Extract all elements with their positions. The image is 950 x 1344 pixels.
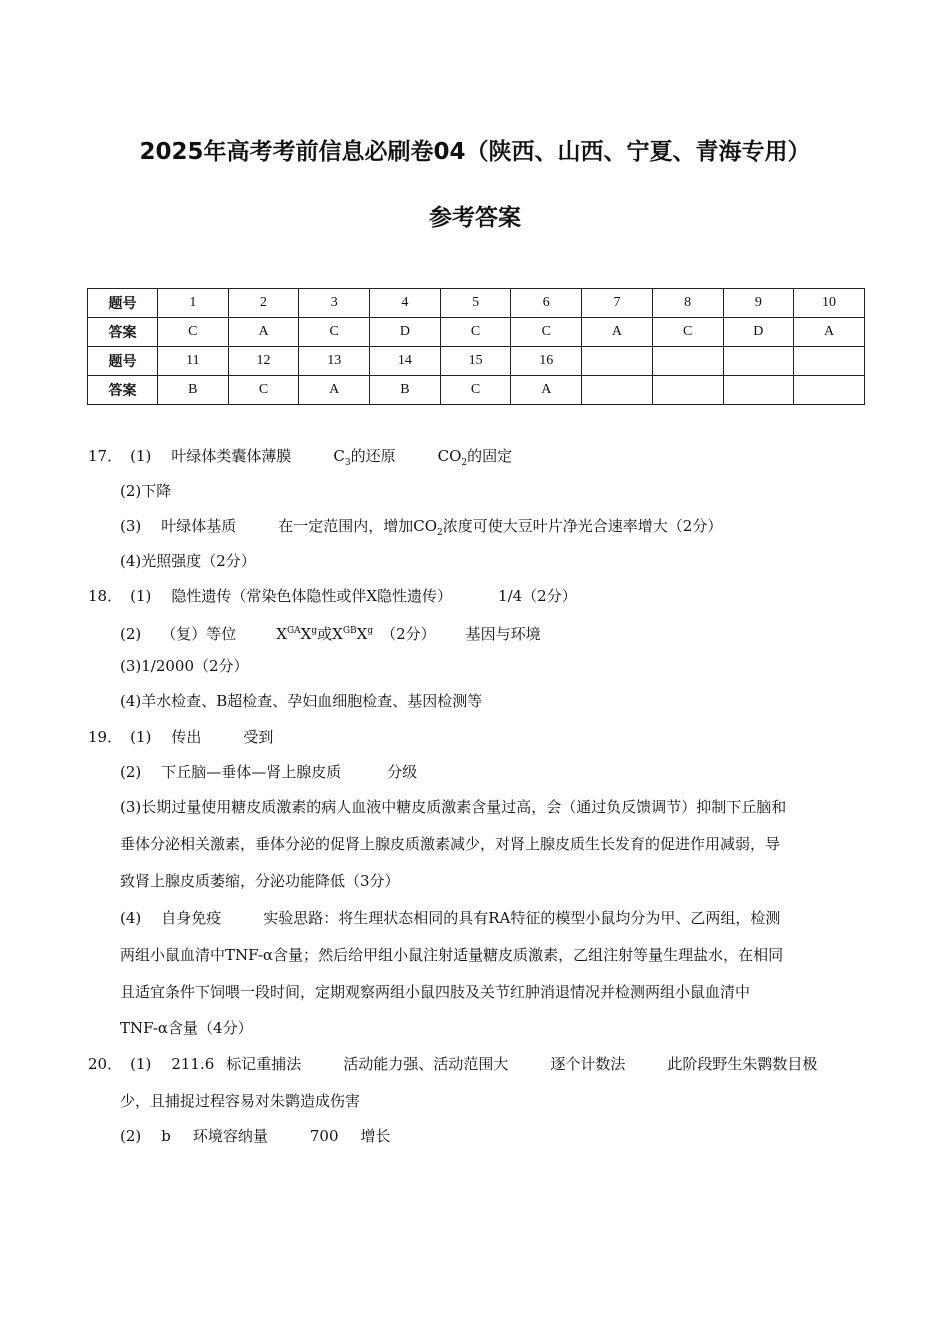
q19-line-1	[88, 727, 273, 747]
q18-part-2-label: (2)	[120, 625, 142, 643]
q17-1-c-text: CO	[437, 447, 462, 465]
q19-2-answer-b: 分级	[387, 763, 418, 781]
table-cell: A	[228, 318, 299, 347]
table-cell: C	[511, 318, 582, 347]
q18-2-points: （2分）	[381, 625, 436, 643]
q17-number: 17．	[88, 447, 123, 465]
row-header: 题号	[88, 347, 158, 376]
q17-line-4: (4)光照强度（2分）	[120, 552, 256, 570]
table-cell: 13	[299, 347, 370, 376]
answer-row-2	[88, 376, 865, 405]
q17-1-b-sub: 3	[344, 458, 351, 468]
q19-part-2-label: (2)	[120, 763, 142, 781]
q17-3-answer-b	[278, 517, 723, 538]
table-cell	[652, 376, 723, 405]
table-cell: C	[440, 318, 511, 347]
q17-line-2: (2)下降	[120, 482, 172, 500]
table-cell: 5	[440, 289, 511, 318]
q18-2-s1: GA	[286, 626, 301, 636]
q18-1-answer-a: 隐性遗传（常染色体隐性或伴X隐性遗传）	[171, 587, 453, 605]
q18-1-answer-b: 1/4（2分）	[498, 587, 577, 605]
table-cell	[582, 347, 653, 376]
table-cell: A	[582, 318, 653, 347]
q18-2-x3: X	[332, 625, 343, 643]
q17-1-answer-a: 叶绿体类囊体薄膜	[171, 447, 292, 465]
table-cell: 8	[652, 289, 723, 318]
table-cell: 7	[582, 289, 653, 318]
table-cell	[794, 347, 865, 376]
q18-2-s2: g	[311, 626, 318, 636]
q20-1-answer-b: 标记重捕法	[226, 1055, 302, 1073]
q20-line-3	[120, 1126, 391, 1146]
answer-row-1	[88, 318, 865, 347]
table-cell: C	[299, 318, 370, 347]
table-cell: C	[440, 376, 511, 405]
table-cell: A	[794, 318, 865, 347]
page-title: 2025年高考考前信息必刷卷04（陕西、山西、宁夏、青海专用）	[139, 139, 811, 165]
table-cell: A	[299, 376, 370, 405]
q19-line-9: TNF-α含量（4分）	[120, 1019, 253, 1037]
table-cell: D	[723, 318, 794, 347]
q20-2-answer-c: 700	[309, 1127, 339, 1145]
table-cell: 4	[370, 289, 441, 318]
table-cell: 9	[723, 289, 794, 318]
q17-line-1	[88, 446, 512, 473]
table-cell: 1	[158, 289, 229, 318]
table-cell: A	[511, 376, 582, 405]
table-cell	[723, 376, 794, 405]
q18-line-4: (4)羊水检查、B超检查、孕妇血细胞检查、基因检测等	[120, 692, 483, 710]
q17-1-b-text: C	[333, 447, 345, 465]
row-header: 题号	[88, 289, 158, 318]
table-cell: 2	[228, 289, 299, 318]
q17-1-c-text2: 的固定	[467, 447, 513, 465]
q19-line-8: 且适宜条件下饲喂一段时间，定期观察两组小鼠四肢及关节红肿消退情况并检测两组小鼠血清中	[120, 983, 751, 1001]
question-row-1	[88, 289, 865, 318]
q20-2-answer-d: 增长	[360, 1127, 391, 1145]
q19-4-answer-a: 自身免疫	[161, 909, 222, 927]
q19-line-4: 垂体分泌相关激素，垂体分泌的促肾上腺皮质激素减少，对肾上腺皮质生长发育的促进作用减弱，导	[120, 835, 781, 853]
table-cell: D	[370, 318, 441, 347]
table-cell	[582, 376, 653, 405]
q17-1-c-sub: 2	[461, 458, 468, 468]
q19-part-1-label: (1)	[130, 728, 152, 746]
q20-1-answer-d: 逐个计数法	[550, 1055, 626, 1073]
q20-line-1	[88, 1054, 817, 1074]
q18-line-3: (3)1/2000（2分）	[120, 657, 249, 675]
q19-number: 19．	[88, 728, 123, 746]
q19-1-answer-b: 受到	[243, 728, 274, 746]
q18-2-s4: g	[367, 626, 374, 636]
table-cell: C	[228, 376, 299, 405]
q20-part-2-label: (2)	[120, 1127, 142, 1145]
q19-2-answer-a: 下丘脑—垂体—肾上腺皮质	[161, 763, 342, 781]
q18-part-1-label: (1)	[130, 587, 152, 605]
q18-number: 18．	[88, 587, 123, 605]
table-cell: 14	[370, 347, 441, 376]
q19-line-5: 致肾上腺皮质萎缩，分泌功能降低（3分）	[120, 872, 400, 890]
q18-2-x4: X	[356, 625, 368, 643]
q17-1-answer-b	[333, 447, 396, 468]
q17-line-3	[120, 516, 722, 543]
q18-2-or: 或	[317, 625, 333, 643]
q17-1-b-text2: 的还原	[350, 447, 396, 465]
q18-2-x1: X	[276, 625, 287, 643]
q19-4-answer-b: 实验思路：将生理状态相同的具有RA特征的模型小鼠均分为甲、乙两组，检测	[263, 909, 781, 927]
page-subtitle: 参考答案	[429, 205, 521, 231]
q19-part-4-label: (4)	[120, 909, 142, 927]
q20-1-answer-a: 211.6	[171, 1055, 215, 1073]
q18-2-answer-c: 基因与环境	[465, 625, 541, 643]
table-cell: 3	[299, 289, 370, 318]
q18-2-answer-a: （复）等位	[161, 625, 237, 643]
q19-line-7: 两组小鼠血清中TNF-α含量；然后给甲组小鼠注射适量糖皮质激素，乙组注射等量生理盐水，在相同	[120, 946, 784, 964]
answer-table	[87, 288, 865, 405]
table-cell: C	[652, 318, 723, 347]
q17-3-b-text2: 浓度可使大豆叶片净光合速率增大（2分）	[442, 517, 723, 535]
q19-1-answer-a: 传出	[171, 728, 202, 746]
q20-1-answer-e: 此阶段野生朱鹮数目极	[667, 1055, 818, 1073]
q19-line-3: (3)长期过量使用糖皮质激素的病人血液中糖皮质激素含量过高，会（通过负反馈调节）抑制下丘脑和	[120, 798, 787, 816]
question-row-2	[88, 347, 865, 376]
table-cell: B	[158, 376, 229, 405]
q18-line-1	[88, 586, 577, 606]
table-cell	[794, 376, 865, 405]
q20-2-answer-a: b	[161, 1127, 171, 1145]
row-header: 答案	[88, 318, 158, 347]
table-cell: 10	[794, 289, 865, 318]
q20-1-answer-c: 活动能力强、活动范围大	[343, 1055, 509, 1073]
q17-part-1-label: (1)	[130, 447, 152, 465]
table-cell	[652, 347, 723, 376]
q17-part-3-label: (3)	[120, 517, 142, 535]
table-cell: 15	[440, 347, 511, 376]
table-cell: 16	[511, 347, 582, 376]
table-cell: 11	[158, 347, 229, 376]
table-cell: B	[370, 376, 441, 405]
q20-part-1-label: (1)	[130, 1055, 152, 1073]
table-cell: C	[158, 318, 229, 347]
row-header: 答案	[88, 376, 158, 405]
q17-3-b-sub: 2	[437, 528, 443, 538]
q20-line-2: 少，且捕捉过程容易对朱鹮造成伤害	[120, 1092, 361, 1110]
table-cell: 12	[228, 347, 299, 376]
q19-line-6	[120, 908, 780, 928]
table-cell: 6	[511, 289, 582, 318]
q19-line-2	[120, 762, 417, 782]
q17-1-answer-c	[437, 447, 513, 468]
q20-number: 20．	[88, 1055, 123, 1073]
q18-2-s3: GB	[342, 626, 357, 636]
table-cell	[723, 347, 794, 376]
q18-line-2	[120, 621, 541, 644]
q20-2-answer-b: 环境容纳量	[192, 1127, 268, 1145]
q17-3-answer-a: 叶绿体基质	[161, 517, 237, 535]
q18-2-x2: X	[300, 625, 312, 643]
q18-2-genotype	[276, 625, 373, 643]
q17-3-b-text: 在一定范围内，增加CO	[278, 517, 438, 535]
